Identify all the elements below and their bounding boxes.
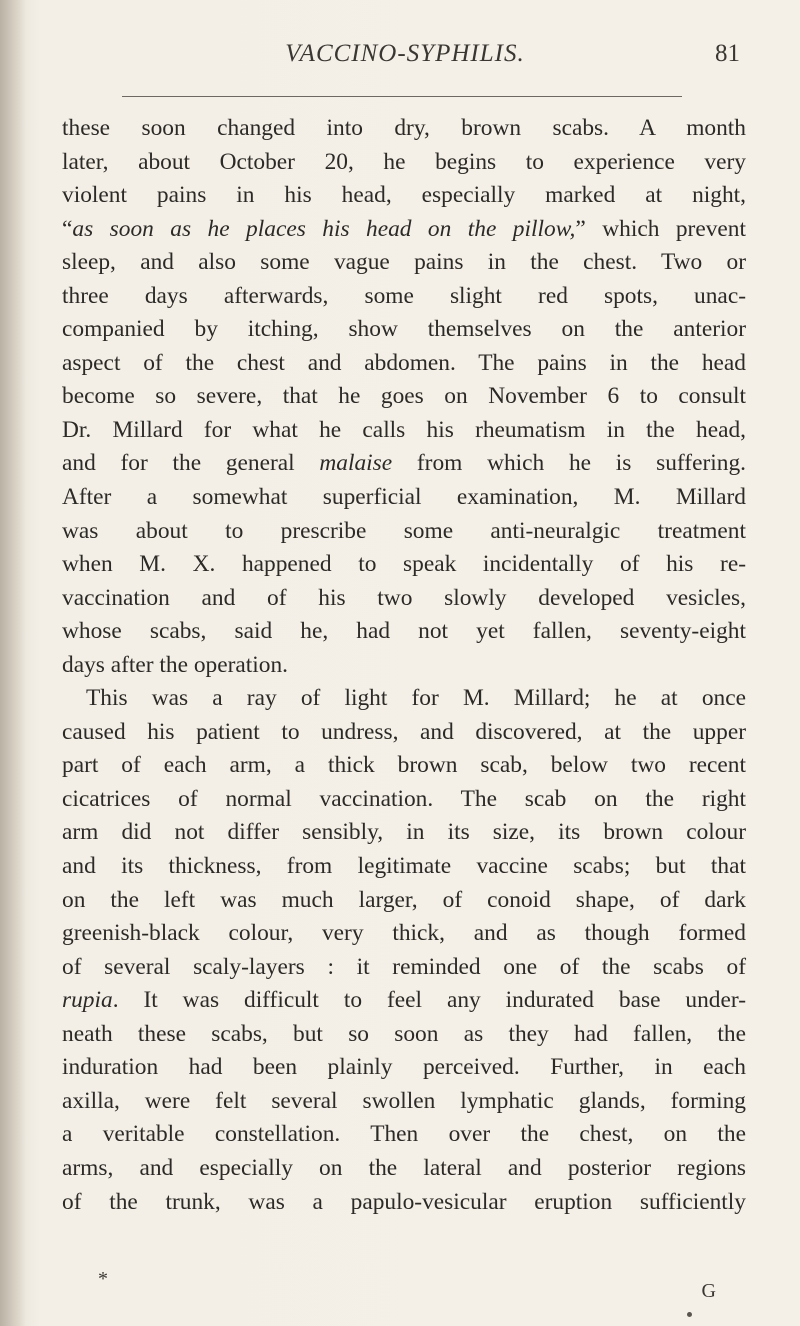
text-line: arm did not differ sensibly, in its size, its brown colour [62, 819, 746, 846]
text-line: and its thickness, from legitimate vaccine scabs; but that [62, 853, 746, 880]
spine-shadow [0, 0, 26, 1326]
text-line: when M. X. happened to speak incidentally of his re- [62, 551, 746, 578]
text-line: axilla, were felt several swollen lymphatic glands, forming [62, 1087, 746, 1114]
text-line: companied by itching, show themselves on the anterior [62, 316, 746, 343]
text-line: aspect of the chest and abdomen. The pains in the head [62, 349, 746, 376]
italic-phrase: rupia [62, 987, 113, 1014]
text-line: and for the general malaise from which he is suffering. [62, 450, 746, 477]
text-line: sleep, and also some vague pains in the chest. Two or [62, 249, 746, 276]
text-line: was about to prescribe some anti-neuralgic treatment [62, 517, 746, 544]
running-head [60, 40, 750, 80]
text-line: rupia. It was difficult to feel any indurated base under- [62, 987, 746, 1014]
text-line: caused his patient to undress, and discovered, at the upper [62, 718, 746, 745]
text-line: a veritable constellation. Then over the chest, on the [62, 1121, 746, 1148]
text-line: whose scabs, said he, had not yet fallen, seventy-eight [62, 618, 746, 645]
text-line: After a somewhat superficial examination, M. Millard [62, 484, 746, 511]
italic-phrase: malaise [319, 450, 393, 477]
italic-phrase: as soon as he places his head on the pillow, [72, 215, 576, 242]
text-line: induration had been plainly perceived. Further, in each [62, 1054, 746, 1081]
page-number: 81 [715, 40, 740, 67]
text-line: days after the operation. [62, 651, 289, 678]
text-line: cicatrices of normal vaccination. The scab on the right [62, 785, 746, 812]
text-line: neath these scabs, but so soon as they had fallen, the [62, 1020, 746, 1047]
text-line: arms, and especially on the lateral and posterior regions [62, 1154, 746, 1181]
print-speck [687, 1312, 692, 1317]
text-line: three days afterwards, some slight red spots, unac- [62, 282, 746, 309]
text-line: become so severe, that he goes on November 6 to consult [62, 383, 746, 410]
text-line: greenish-black colour, very thick, and as though formed [62, 920, 746, 947]
page-footer [62, 1268, 746, 1316]
text-line: violent pains in his head, especially marked at night, [62, 182, 746, 209]
signature-mark: G [701, 1280, 716, 1302]
footer-mark: * [98, 1268, 108, 1290]
text-line: This was a ray of light for M. Millard; he at once [86, 685, 746, 712]
text-line: vaccination and of his two slowly developed vesicles, [62, 584, 746, 611]
header-rule [122, 96, 682, 97]
body-text [62, 112, 746, 1219]
text-line: on the left was much larger, of conoid shape, of dark [62, 886, 746, 913]
text-line: later, about October 20, he begins to experience very [62, 148, 746, 175]
text-line: of the trunk, was a papulo-vesicular eruption sufficiently [62, 1188, 746, 1215]
running-title: VACCINO-SYPHILIS. [285, 40, 525, 67]
text-line: Dr. Millard for what he calls his rheumatism in the head, [62, 416, 746, 443]
text-line: these soon changed into dry, brown scabs. A month [62, 115, 746, 141]
text-line: part of each arm, a thick brown scab, below two recent [62, 752, 746, 779]
text-line: “as soon as he places his head on the pillow,” which prevent [62, 215, 746, 242]
text-line: of several scaly-layers : it reminded one of the scabs of [62, 953, 746, 980]
